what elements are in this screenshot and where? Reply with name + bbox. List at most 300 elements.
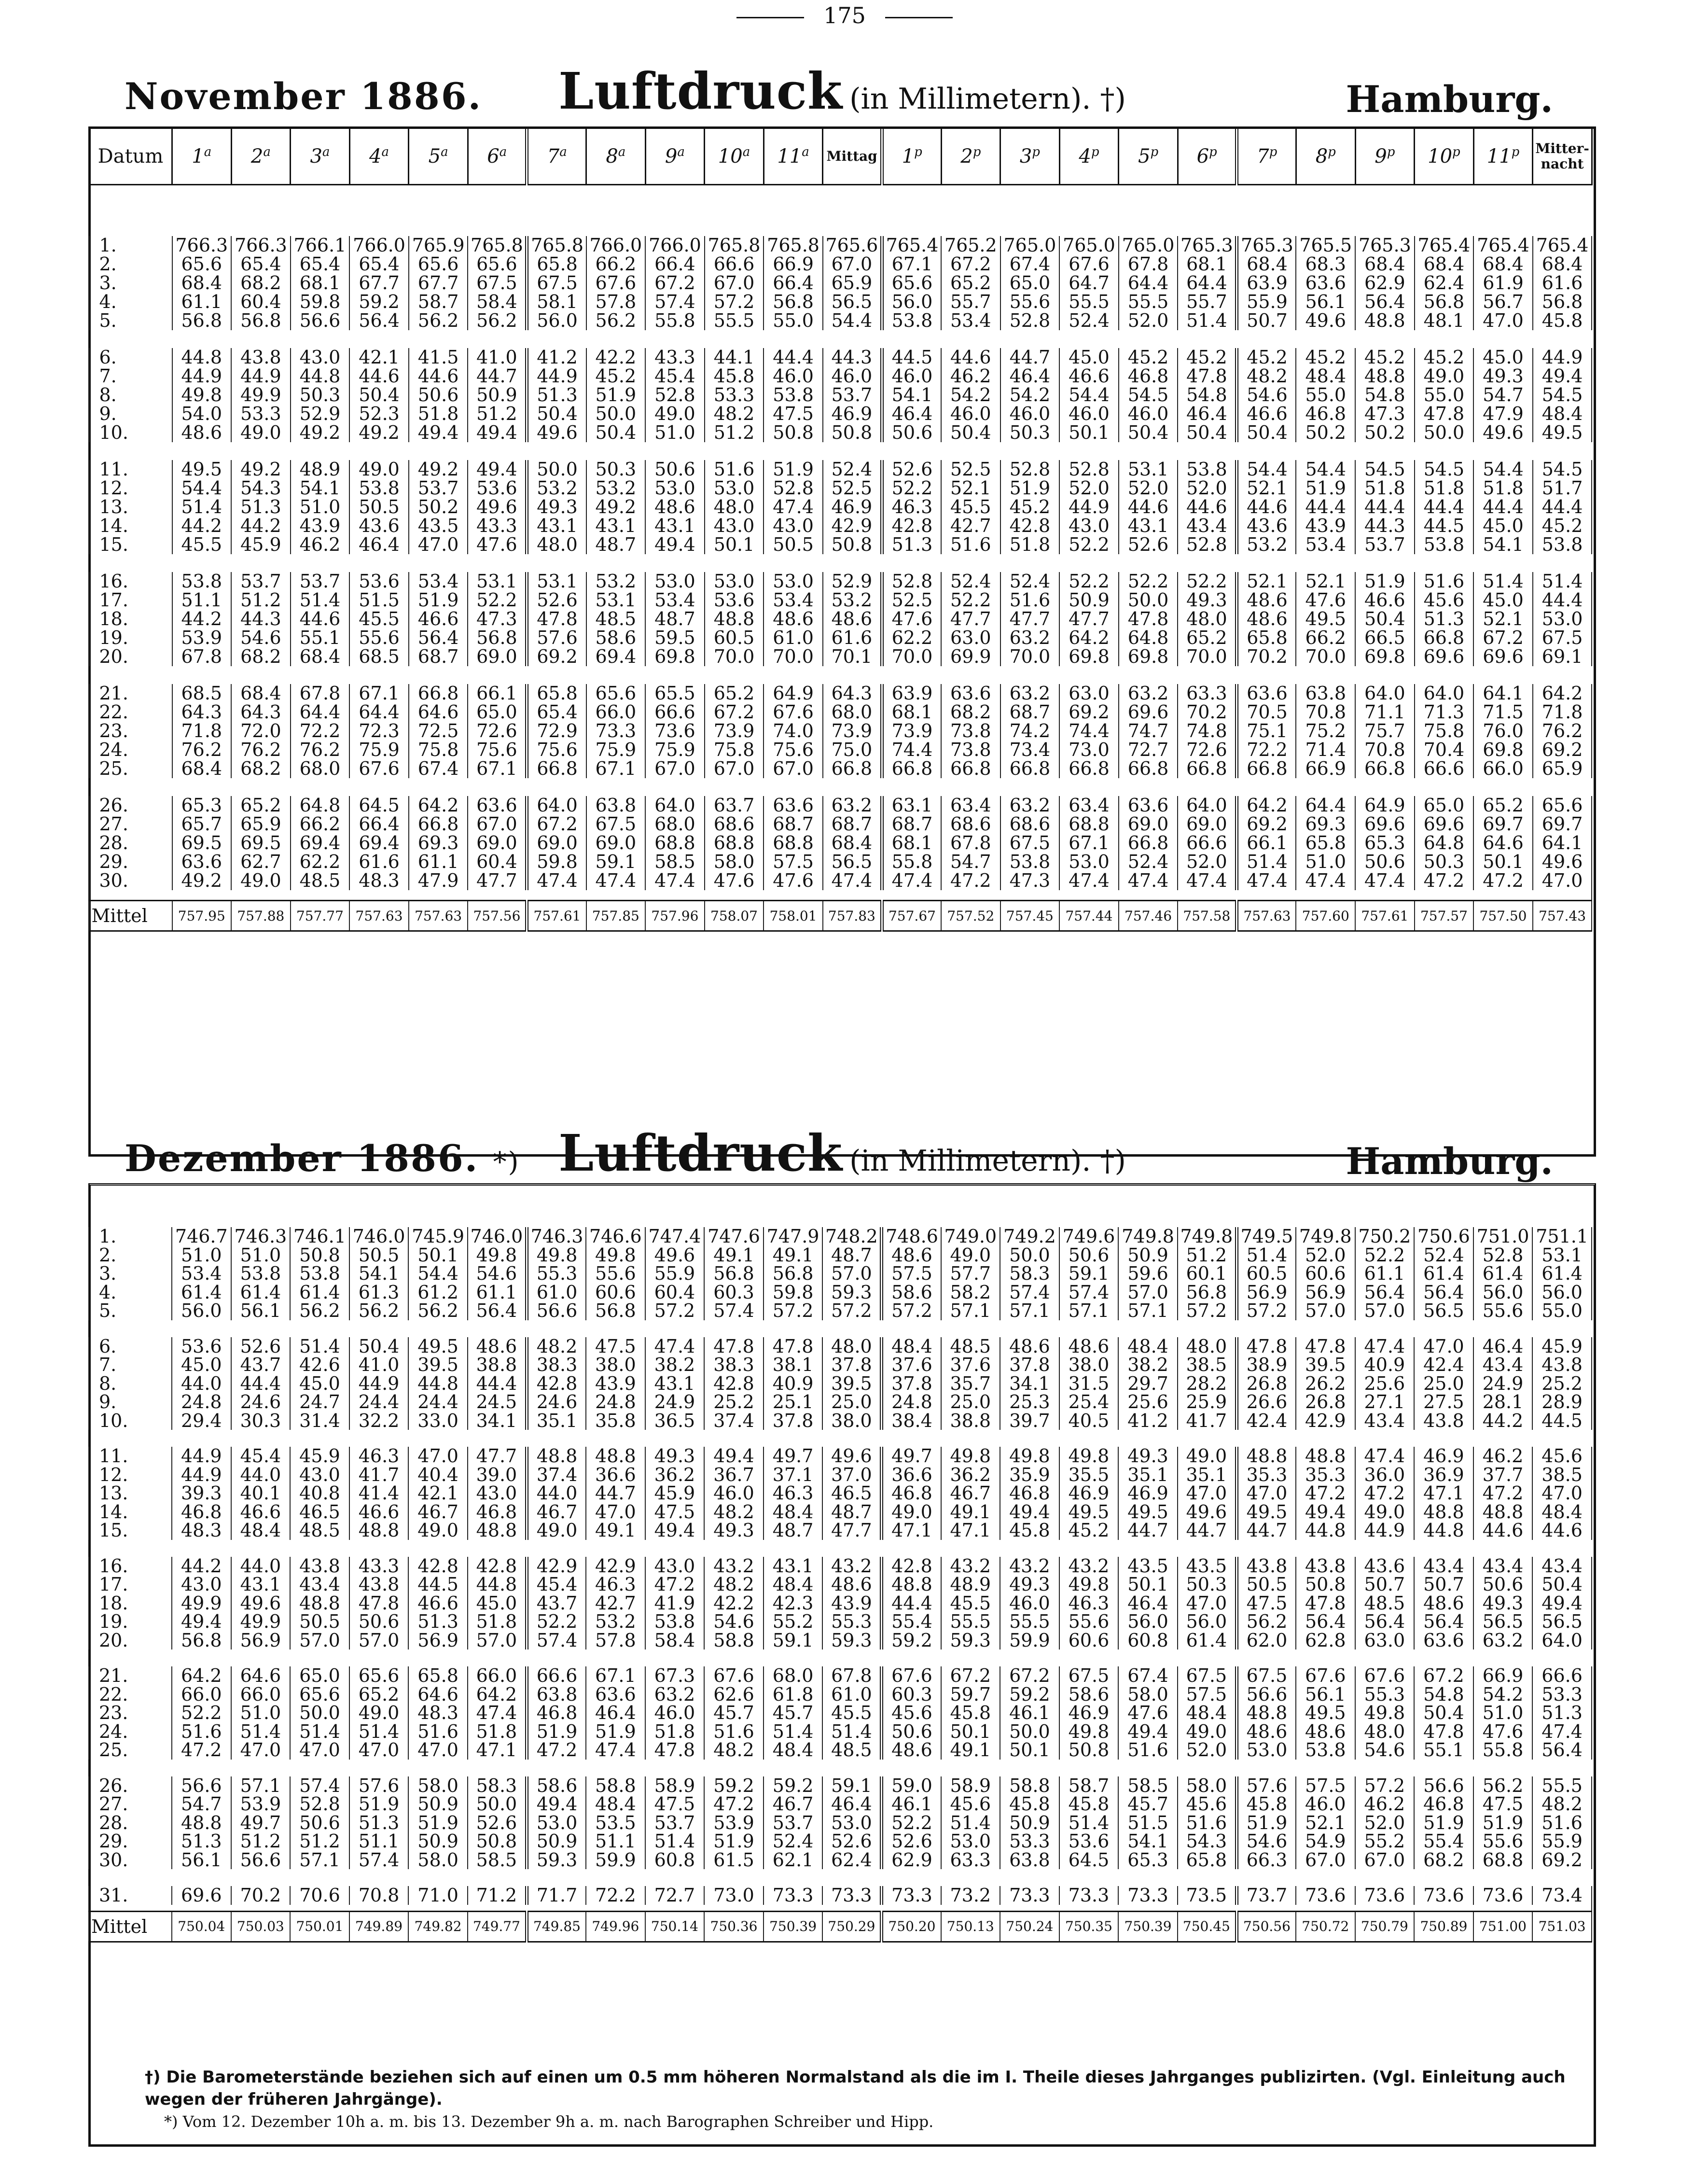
value-cell: 64.0 <box>527 796 586 815</box>
value-cell: 61.1 <box>468 1283 527 1302</box>
date-cell: 2. <box>89 255 172 274</box>
value-cell: 48.8 <box>1414 1503 1473 1522</box>
date-cell: 22. <box>89 1685 172 1704</box>
date-cell: 25. <box>89 759 172 778</box>
value-cell: 68.4 <box>1533 255 1592 274</box>
value-cell: 49.3 <box>527 498 586 517</box>
value-cell: 54.1 <box>291 479 350 498</box>
value-cell: 53.0 <box>705 572 764 591</box>
value-cell: 47.7 <box>468 1447 527 1466</box>
value-cell: 51.4 <box>1178 311 1237 330</box>
value-cell: 54.1 <box>882 386 941 405</box>
value-cell: 765.6 <box>823 236 882 255</box>
mittel-value: 750.01 <box>290 1911 349 1942</box>
value-cell: 63.6 <box>1119 796 1178 815</box>
value-cell: 69.0 <box>1119 815 1178 834</box>
value-cell: 49.1 <box>764 1246 823 1265</box>
value-cell: 53.5 <box>586 1814 645 1832</box>
hour-header: 4$^a$ <box>349 129 409 185</box>
value-cell: 68.5 <box>172 684 232 703</box>
date-cell: 18. <box>89 610 172 629</box>
value-cell: 46.0 <box>823 367 882 386</box>
value-cell: 58.0 <box>705 853 764 871</box>
value-cell: 48.8 <box>290 1594 349 1613</box>
value-cell: 56.8 <box>231 311 291 330</box>
value-cell: 74.0 <box>764 722 823 741</box>
value-cell: 67.2 <box>527 815 586 834</box>
value-cell: 57.1 <box>941 1301 1000 1320</box>
value-cell: 52.0 <box>1178 853 1237 871</box>
table-row <box>89 722 1592 741</box>
value-cell: 25.0 <box>1414 1374 1473 1393</box>
value-cell: 52.2 <box>1059 535 1119 554</box>
table-row <box>89 386 1592 405</box>
value-cell: 67.6 <box>349 759 409 778</box>
date-cell: 12. <box>89 1466 172 1484</box>
value-cell: 54.2 <box>1000 386 1060 405</box>
value-cell: 47.4 <box>1355 1337 1415 1356</box>
value-cell: 765.8 <box>468 236 527 255</box>
value-cell: 48.6 <box>172 423 232 442</box>
value-cell: 59.2 <box>764 1776 823 1795</box>
value-cell: 61.4 <box>1473 1264 1533 1283</box>
value-cell: 42.7 <box>586 1594 645 1613</box>
value-cell: 47.8 <box>1119 610 1178 629</box>
value-cell: 45.9 <box>1532 1337 1592 1356</box>
value-cell: 57.1 <box>231 1776 291 1795</box>
value-cell: 49.6 <box>1533 853 1592 871</box>
value-cell: 75.6 <box>764 741 823 759</box>
value-cell: 27.1 <box>1355 1393 1415 1412</box>
value-cell: 69.7 <box>1473 815 1533 834</box>
value-cell: 48.2 <box>704 1741 764 1760</box>
value-cell: 58.0 <box>408 1776 468 1795</box>
value-cell: 52.4 <box>823 460 882 479</box>
value-cell: 44.4 <box>1473 498 1533 517</box>
value-cell: 48.6 <box>645 498 705 517</box>
table-row <box>89 1466 1592 1484</box>
value-cell: 74.7 <box>1119 722 1178 741</box>
value-cell: 46.9 <box>1414 1447 1473 1466</box>
value-cell: 49.8 <box>586 1246 645 1265</box>
value-cell: 47.4 <box>1532 1722 1592 1741</box>
value-cell: 56.4 <box>1414 1612 1473 1631</box>
hour-header: 11$^a$ <box>764 129 823 185</box>
value-cell: 66.8 <box>941 759 1000 778</box>
value-cell: 57.2 <box>1355 1776 1415 1795</box>
value-cell: 49.4 <box>1533 367 1592 386</box>
value-cell: 45.8 <box>1533 311 1592 330</box>
value-cell: 54.1 <box>349 1264 409 1283</box>
value-cell: 56.2 <box>468 311 527 330</box>
value-cell: 44.6 <box>1178 498 1237 517</box>
value-cell: 52.8 <box>1473 1246 1533 1265</box>
value-cell: 66.6 <box>1415 759 1474 778</box>
value-cell: 67.6 <box>1355 1666 1415 1685</box>
value-cell: 34.1 <box>468 1412 527 1430</box>
value-cell: 47.5 <box>645 1503 705 1522</box>
value-cell: 67.4 <box>409 759 468 778</box>
mittel-value: 750.24 <box>1000 1911 1059 1942</box>
value-cell: 36.2 <box>645 1466 705 1484</box>
value-cell: 43.9 <box>1296 517 1355 535</box>
value-cell: 55.5 <box>1059 293 1119 311</box>
value-cell: 47.6 <box>468 535 527 554</box>
value-cell: 52.2 <box>1355 1246 1415 1265</box>
mittel-value: 757.58 <box>1178 901 1237 931</box>
value-cell: 24.9 <box>1473 1374 1533 1393</box>
value-cell: 52.3 <box>349 405 409 423</box>
table-row <box>89 1503 1592 1522</box>
value-cell: 66.3 <box>1236 1851 1296 1870</box>
value-cell: 61.4 <box>231 1283 291 1302</box>
value-cell: 69.4 <box>291 834 350 853</box>
value-cell: 42.8 <box>468 1557 527 1576</box>
value-cell: 43.1 <box>527 517 586 535</box>
table-row <box>89 1741 1592 1760</box>
value-cell: 61.0 <box>822 1685 882 1704</box>
value-cell: 67.5 <box>1000 834 1060 853</box>
value-cell: 66.8 <box>527 759 586 778</box>
value-cell: 35.1 <box>1118 1466 1178 1484</box>
value-cell: 44.4 <box>764 348 823 367</box>
value-cell: 43.9 <box>822 1594 882 1613</box>
value-cell: 50.2 <box>1355 423 1415 442</box>
value-cell: 51.3 <box>1532 1704 1592 1722</box>
value-cell: 52.0 <box>1059 479 1119 498</box>
value-cell: 49.9 <box>231 1612 291 1631</box>
value-cell: 70.0 <box>705 647 764 666</box>
value-cell: 44.5 <box>408 1575 468 1594</box>
value-cell: 61.0 <box>527 1283 586 1302</box>
value-cell: 55.0 <box>1296 386 1355 405</box>
value-cell: 49.0 <box>349 1704 409 1722</box>
value-cell: 69.8 <box>1119 647 1178 666</box>
value-cell: 63.6 <box>941 684 1000 703</box>
value-cell: 43.2 <box>1000 1557 1059 1576</box>
value-cell: 51.9 <box>586 1722 645 1741</box>
value-cell: 56.6 <box>172 1776 231 1795</box>
value-cell: 52.4 <box>1414 1246 1473 1265</box>
value-cell: 47.0 <box>408 1741 468 1760</box>
value-cell: 46.2 <box>1355 1795 1415 1814</box>
value-cell: 43.4 <box>1532 1557 1592 1576</box>
value-cell: 64.0 <box>1532 1631 1592 1650</box>
value-cell: 49.6 <box>468 498 527 517</box>
value-cell: 49.4 <box>172 1612 231 1631</box>
value-cell: 47.3 <box>1355 405 1415 423</box>
value-cell: 45.8 <box>1000 1521 1059 1540</box>
value-cell: 59.3 <box>822 1283 882 1302</box>
value-cell: 61.8 <box>764 1685 823 1704</box>
value-cell: 55.4 <box>1414 1832 1473 1851</box>
value-cell: 47.4 <box>586 1741 645 1760</box>
value-cell: 44.0 <box>231 1466 291 1484</box>
value-cell: 67.5 <box>1236 1666 1296 1685</box>
value-cell: 64.6 <box>1473 834 1533 853</box>
value-cell: 63.8 <box>1296 684 1355 703</box>
value-cell: 47.4 <box>764 498 823 517</box>
value-cell: 70.4 <box>1415 741 1474 759</box>
value-cell: 63.7 <box>705 796 764 815</box>
value-cell: 59.9 <box>1000 1631 1059 1650</box>
value-cell: 44.0 <box>527 1484 586 1503</box>
value-cell: 42.9 <box>586 1557 645 1576</box>
date-cell: 3. <box>89 1264 172 1283</box>
value-cell: 57.6 <box>527 629 586 647</box>
value-cell: 65.3 <box>1118 1851 1178 1870</box>
value-cell: 49.8 <box>941 1447 1000 1466</box>
value-cell: 52.6 <box>527 591 586 610</box>
value-cell: 64.4 <box>1178 274 1237 293</box>
value-cell: 49.0 <box>1415 367 1474 386</box>
value-cell: 56.8 <box>468 629 527 647</box>
hour-header: 2$^a$ <box>231 129 291 185</box>
value-cell: 52.1 <box>1296 1814 1355 1832</box>
value-cell: 53.2 <box>586 1612 645 1631</box>
value-cell: 49.4 <box>645 1521 705 1540</box>
value-cell: 52.0 <box>1119 479 1178 498</box>
value-cell: 51.3 <box>231 498 291 517</box>
value-cell: 53.0 <box>1533 610 1592 629</box>
value-cell: 56.2 <box>290 1301 349 1320</box>
value-cell: 59.3 <box>941 1631 1000 1650</box>
value-cell: 765.0 <box>1000 236 1060 255</box>
value-cell: 40.4 <box>408 1466 468 1484</box>
value-cell: 37.0 <box>822 1466 882 1484</box>
value-cell: 46.0 <box>704 1484 764 1503</box>
value-cell: 57.1 <box>1000 1301 1059 1320</box>
value-cell: 73.2 <box>941 1886 1000 1905</box>
value-cell: 54.4 <box>172 479 232 498</box>
value-cell: 49.8 <box>1059 1722 1119 1741</box>
value-cell: 46.4 <box>882 405 941 423</box>
value-cell: 53.3 <box>705 386 764 405</box>
value-cell: 29.4 <box>172 1412 231 1430</box>
value-cell: 66.5 <box>1355 629 1415 647</box>
value-cell: 47.6 <box>1473 1722 1533 1741</box>
value-cell: 54.6 <box>1237 386 1296 405</box>
value-cell: 51.9 <box>408 1814 468 1832</box>
value-cell: 65.9 <box>1533 759 1592 778</box>
value-cell: 71.1 <box>1355 703 1415 722</box>
table-row <box>89 1301 1592 1320</box>
value-cell: 52.9 <box>823 572 882 591</box>
value-cell: 64.6 <box>409 703 468 722</box>
value-cell: 47.8 <box>349 1594 409 1613</box>
value-cell: 55.4 <box>882 1612 941 1631</box>
value-cell: 75.0 <box>823 741 882 759</box>
value-cell: 44.5 <box>882 348 941 367</box>
value-cell: 70.0 <box>1000 647 1060 666</box>
footnote-barometer: †) Die Barometerstände beziehen sich auf einen um 0.5 mm höheren Normalstand als die im I. Theile dieses Jahrganges publizirten. (Vgl. Einleitung auch wegen der früheren Jahrgänge). <box>145 2068 1566 2109</box>
value-cell: 49.5 <box>1118 1503 1178 1522</box>
value-cell: 49.6 <box>231 1594 291 1613</box>
hour-header: 8$^p$ <box>1296 129 1355 185</box>
value-cell: 48.8 <box>705 610 764 629</box>
value-cell: 747.9 <box>764 1227 823 1246</box>
value-cell: 49.8 <box>1000 1447 1059 1466</box>
value-cell: 54.6 <box>1355 1741 1415 1760</box>
value-cell: 751.1 <box>1532 1227 1592 1246</box>
value-cell: 49.2 <box>409 460 468 479</box>
value-cell: 24.6 <box>231 1393 291 1412</box>
value-cell: 48.2 <box>527 1337 586 1356</box>
value-cell: 75.9 <box>586 741 646 759</box>
value-cell: 67.6 <box>704 1666 764 1685</box>
value-cell: 28.9 <box>1532 1393 1592 1412</box>
november-table <box>88 129 1593 932</box>
value-cell: 51.2 <box>231 591 291 610</box>
value-cell: 52.4 <box>764 1832 823 1851</box>
value-cell: 56.9 <box>1296 1283 1355 1302</box>
mittel-value: 757.88 <box>231 901 291 931</box>
value-cell: 56.1 <box>1296 293 1355 311</box>
value-cell: 43.5 <box>1118 1557 1178 1576</box>
value-cell: 46.9 <box>1059 1484 1119 1503</box>
value-cell: 67.2 <box>941 255 1000 274</box>
value-cell: 56.8 <box>704 1264 764 1283</box>
value-cell: 61.1 <box>409 853 468 871</box>
table-row <box>89 684 1592 703</box>
value-cell: 67.5 <box>1533 629 1592 647</box>
value-cell: 51.0 <box>291 498 350 517</box>
value-cell: 68.8 <box>764 834 823 853</box>
value-cell: 69.4 <box>349 834 409 853</box>
value-cell: 48.2 <box>704 1575 764 1594</box>
date-cell: 16. <box>89 1557 172 1576</box>
value-cell: 65.4 <box>291 255 350 274</box>
value-cell: 44.9 <box>349 1374 409 1393</box>
value-cell: 53.2 <box>1237 535 1296 554</box>
value-cell: 43.3 <box>468 517 527 535</box>
value-cell: 56.5 <box>1473 1612 1533 1631</box>
value-cell: 765.4 <box>1415 236 1474 255</box>
value-cell: 41.7 <box>349 1466 409 1484</box>
value-cell: 47.4 <box>823 871 882 890</box>
value-cell: 71.5 <box>1473 703 1533 722</box>
value-cell: 48.4 <box>764 1575 823 1594</box>
value-cell: 46.3 <box>1059 1594 1119 1613</box>
value-cell: 64.0 <box>1355 684 1415 703</box>
value-cell: 50.9 <box>408 1832 468 1851</box>
value-cell: 65.5 <box>645 684 705 703</box>
value-cell: 69.8 <box>1059 647 1119 666</box>
value-cell: 50.1 <box>941 1722 1000 1741</box>
value-cell: 65.8 <box>1237 629 1296 647</box>
value-cell: 43.4 <box>1473 1557 1533 1576</box>
value-cell: 66.0 <box>1473 759 1533 778</box>
value-cell: 50.3 <box>586 460 646 479</box>
value-cell: 50.3 <box>291 386 350 405</box>
mittel-value: 757.63 <box>409 901 468 931</box>
value-cell: 51.9 <box>527 1722 586 1741</box>
mittel-value: 750.39 <box>764 1911 823 1942</box>
value-cell: 44.2 <box>172 610 232 629</box>
value-cell: 49.4 <box>1000 1503 1059 1522</box>
value-cell: 42.9 <box>823 517 882 535</box>
value-cell: 66.4 <box>764 274 823 293</box>
value-cell: 56.2 <box>408 1301 468 1320</box>
value-cell: 57.2 <box>645 1301 705 1320</box>
value-cell: 57.0 <box>1296 1301 1355 1320</box>
value-cell: 73.3 <box>882 1886 941 1905</box>
value-cell: 68.4 <box>1473 255 1533 274</box>
value-cell: 45.9 <box>290 1447 349 1466</box>
value-cell: 47.0 <box>1414 1337 1473 1356</box>
value-cell: 49.1 <box>704 1246 764 1265</box>
value-cell: 63.8 <box>586 796 646 815</box>
table-row <box>89 1851 1592 1870</box>
value-cell: 26.6 <box>1236 1393 1296 1412</box>
value-cell: 48.8 <box>527 1447 586 1466</box>
value-cell: 60.8 <box>1118 1631 1178 1650</box>
value-cell: 44.8 <box>1414 1521 1473 1540</box>
value-cell: 56.2 <box>586 311 646 330</box>
value-cell: 50.3 <box>1415 853 1474 871</box>
value-cell: 67.2 <box>1000 1666 1059 1685</box>
value-cell: 67.2 <box>1473 629 1533 647</box>
value-cell: 58.2 <box>941 1283 1000 1302</box>
value-cell: 56.0 <box>1118 1612 1178 1631</box>
value-cell: 73.0 <box>1059 741 1119 759</box>
value-cell: 51.6 <box>1178 1814 1237 1832</box>
value-cell: 60.5 <box>705 629 764 647</box>
hour-header: 3$^a$ <box>291 129 350 185</box>
value-cell: 45.5 <box>349 610 409 629</box>
date-cell: 24. <box>89 741 172 759</box>
value-cell: 49.3 <box>1473 1594 1533 1613</box>
value-cell: 64.3 <box>231 703 291 722</box>
value-cell: 44.3 <box>231 610 291 629</box>
value-cell: 68.4 <box>291 647 350 666</box>
value-cell: 46.3 <box>764 1484 823 1503</box>
mittel-value: 757.44 <box>1059 901 1119 931</box>
value-cell: 47.2 <box>941 871 1000 890</box>
value-cell: 746.1 <box>290 1227 349 1246</box>
value-cell: 46.6 <box>409 610 468 629</box>
mittel-value: 750.72 <box>1296 1911 1355 1942</box>
value-cell: 48.4 <box>764 1741 823 1760</box>
value-cell: 750.6 <box>1414 1227 1473 1246</box>
mittel-value: 757.43 <box>1533 901 1592 931</box>
value-cell: 50.7 <box>1414 1575 1473 1594</box>
value-cell: 55.7 <box>1178 293 1237 311</box>
value-cell: 43.6 <box>1355 1557 1415 1576</box>
value-cell: 51.4 <box>290 1722 349 1741</box>
value-cell: 765.8 <box>527 236 586 255</box>
value-cell: 48.8 <box>1236 1447 1296 1466</box>
value-cell: 56.7 <box>1473 293 1533 311</box>
value-cell: 68.6 <box>705 815 764 834</box>
value-cell: 64.1 <box>1473 684 1533 703</box>
table-row <box>89 1575 1592 1594</box>
unit-label: (in Millimetern). †) <box>849 82 1126 116</box>
value-cell: 68.2 <box>231 274 291 293</box>
value-cell: 46.0 <box>1119 405 1178 423</box>
value-cell: 58.3 <box>468 1776 527 1795</box>
value-cell: 44.6 <box>1119 498 1178 517</box>
value-cell: 53.6 <box>349 572 409 591</box>
value-cell: 50.4 <box>1355 610 1415 629</box>
value-cell: 57.1 <box>1118 1301 1178 1320</box>
value-cell: 38.9 <box>1236 1356 1296 1374</box>
value-cell: 51.6 <box>1118 1741 1178 1760</box>
value-cell: 58.5 <box>1118 1776 1178 1795</box>
value-cell: 61.9 <box>1473 274 1533 293</box>
table-row <box>89 255 1592 274</box>
value-cell: 44.4 <box>468 1374 527 1393</box>
